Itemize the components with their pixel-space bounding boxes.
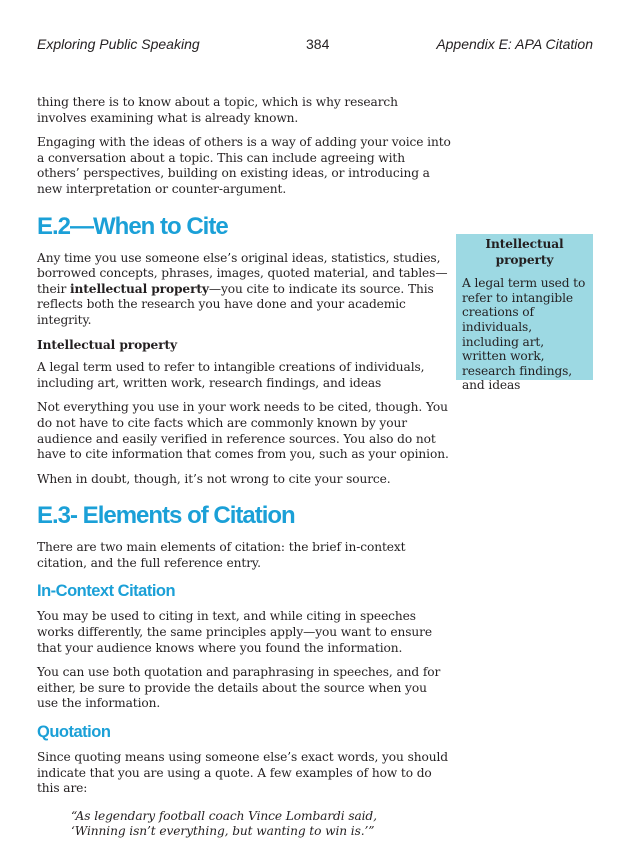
heading-when-to-cite: E.2—When to Cite xyxy=(37,212,228,240)
elements-paragraph-1: There are two main elements of citation: the brief in-context citation, and the full reference entry. xyxy=(37,540,406,570)
when-to-cite-paragraph-3: When in doubt, though, it’s not wrong to cite your source. xyxy=(37,471,391,486)
heading-elements-of-citation: E.3- Elements of Citation xyxy=(37,502,295,530)
intro-paragraph-1: thing there is to know about a topic, which is why research involves examining what is already known. xyxy=(37,95,398,125)
key-term: intellectual property xyxy=(69,281,209,296)
page-number: 384 xyxy=(306,36,330,52)
when-to-cite-paragraph-2: Not everything you use in your work needs to be cited, though. You do not have to cite facts which are commonly known by your audience and easily verified in reference sources. You also do not have to cite information that comes from you, such as your opinion. xyxy=(37,400,449,462)
main-column xyxy=(37,95,451,849)
quotation-paragraph-1: Since quoting means using someone else’s exact words, you should indicate that you are using a quote. A few examples of how to do this are: xyxy=(37,750,448,796)
intro-paragraph-2: Engaging with the ideas of others is a way of adding your voice into a conversation about a topic. This can include agreeing with others’ perspectives, building on existing ideas, or introducing a new interpretation or counter-argument. xyxy=(37,135,451,196)
definition-sidebar xyxy=(456,234,593,393)
running-header-title: Exploring Public Speaking xyxy=(37,36,200,52)
definition-label: Intellectual property xyxy=(37,337,178,352)
heading-in-context-citation: In-Context Citation xyxy=(37,582,176,601)
quotation-example: “As legendary football coach Vince Lombardi said, ‘Winning isn’t everything, but wanting to win is.’” xyxy=(71,808,377,839)
sidebar-title: Intellectual property xyxy=(485,237,564,267)
heading-quotation: Quotation xyxy=(37,723,111,742)
sidebar-body: A legal term used to refer to intangible creations of individuals, including art, written work, research findings, and ideas xyxy=(462,276,586,393)
running-header-section: Appendix E: APA Citation xyxy=(436,36,593,52)
in-context-paragraph-2: You can use both quotation and paraphrasing in speeches, and for either, be sure to provide the details about the source when you use the information. xyxy=(37,665,441,711)
para-text: Any time you use someone else’s original ideas, statistics, studies, borrowed concepts, phrases, images, quoted material, and tables—their xyxy=(37,250,448,296)
para-text: —you cite to indicate its source. This reflects both the research you have done and your academic integrity. xyxy=(37,281,434,327)
in-context-paragraph-1: You may be used to citing in text, and while citing in speeches works differently, the same principles apply—you want to ensure that your audience knows where you found the information. xyxy=(37,609,432,655)
when-to-cite-paragraph-1 xyxy=(37,251,451,329)
definition-text: A legal term used to refer to intangible creations of individuals, including art, written work, research findings, and ideas xyxy=(37,360,425,390)
